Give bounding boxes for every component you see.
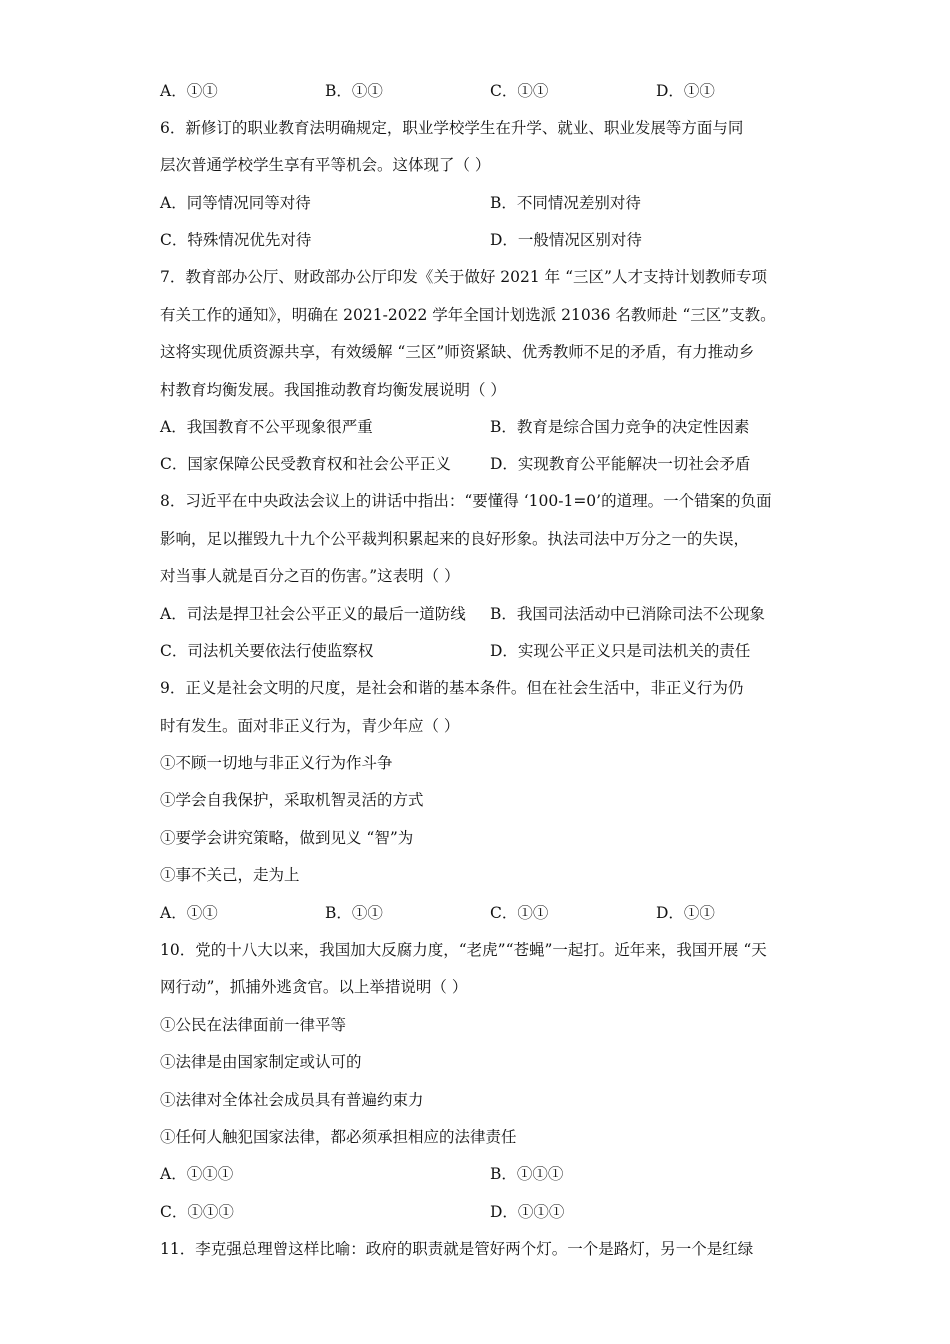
q7-stem-line-4: 村教育均衡发展。我国推动教育均衡发展说明（ ）: [160, 381, 506, 399]
q10-item-4: ①任何人触犯国家法律，都必须承担相应的法律责任: [160, 1128, 517, 1146]
q8-stem-line-2: 影响，足以摧毁九十九个公平裁判积累起来的良好形象。执法司法中万分之一的失误，: [160, 530, 750, 548]
q11-stem-line-1: 11．李克强总理曾这样比喻：政府的职责就是管好两个灯。一个是路灯，另一个是红绿: [160, 1240, 754, 1258]
q6-option-a: A．同等情况同等对待: [160, 194, 311, 212]
q5-option-a: A．①①: [160, 82, 218, 100]
q9-stem-line-1: 9．正义是社会文明的尺度，是社会和谐的基本条件。但在社会生活中，非正义行为仍: [160, 679, 744, 697]
q10-item-3: ①法律对全体社会成员具有普遍约束力: [160, 1091, 424, 1109]
q8-stem-line-3: 对当事人就是百分之百的伤害。”这表明（ ）: [160, 567, 460, 585]
q7-option-d: D．实现教育公平能解决一切社会矛盾: [490, 455, 751, 473]
q10-option-a: A．①①①: [160, 1165, 234, 1183]
q9-option-b: B．①①: [325, 904, 383, 922]
q10-item-2: ①法律是由国家制定或认可的: [160, 1053, 362, 1071]
q7-stem-line-3: 这将实现优质资源共享，有效缓解 “三区”师资紧缺、优秀教师不足的矛盾，有力推动乡: [160, 343, 755, 361]
q10-option-b: B．①①①: [490, 1165, 564, 1183]
q9-option-a: A．①①: [160, 904, 218, 922]
q9-item-2: ①学会自我保护，采取机智灵活的方式: [160, 791, 424, 809]
q5-option-b: B．①①: [325, 82, 383, 100]
q10-option-d: D．①①①: [490, 1203, 565, 1221]
q6-stem-line-1: 6．新修订的职业教育法明确规定，职业学校学生在升学、就业、职业发展等方面与同: [160, 119, 744, 137]
q10-stem-line-2: 网行动”，抓捕外逃贪官。以上举措说明（ ）: [160, 978, 468, 996]
q9-option-d: D．①①: [656, 904, 715, 922]
q8-stem-line-1: 8．习近平在中央政法会议上的讲话中指出：“要懂得 ‘100-1=0’的道理。一个错案的负面: [160, 492, 772, 510]
q10-item-1: ①公民在法律面前一律平等: [160, 1016, 347, 1034]
q7-stem-line-2: 有关工作的通知》，明确在 2021-2022 学年全国计划选派 21036 名教师赴 “三区”支教。: [160, 306, 776, 324]
q10-option-c: C．①①①: [160, 1203, 234, 1221]
q5-option-c: C．①①: [490, 82, 549, 100]
q6-stem-line-2: 层次普通学校学生享有平等机会。这体现了（ ）: [160, 156, 491, 174]
q9-item-3: ①要学会讲究策略，做到见义 “智”为: [160, 829, 414, 847]
q7-option-c: C．国家保障公民受教育权和社会公平正义: [160, 455, 451, 473]
q8-option-b: B．我国司法活动中已消除司法不公现象: [490, 605, 765, 623]
q7-option-b: B．教育是综合国力竞争的决定性因素: [490, 418, 750, 436]
q10-stem-line-1: 10．党的十八大以来，我国加大反腐力度，“老虎”“苍蝇”一起打。近年来，我国开展 “天: [160, 941, 767, 959]
q6-option-d: D．一般情况区别对待: [490, 231, 642, 249]
q5-option-d: D．①①: [656, 82, 715, 100]
q6-option-b: B．不同情况差别对待: [490, 194, 641, 212]
q8-option-c: C．司法机关要依法行使监察权: [160, 642, 374, 660]
q9-item-4: ①事不关己，走为上: [160, 866, 300, 884]
q7-option-a: A．我国教育不公平现象很严重: [160, 418, 373, 436]
q9-item-1: ①不顾一切地与非正义行为作斗争: [160, 754, 393, 772]
q9-option-c: C．①①: [490, 904, 549, 922]
q8-option-a: A．司法是捍卫社会公平正义的最后一道防线: [160, 605, 466, 623]
q7-stem-line-1: 7．教育部办公厅、财政部办公厅印发《关于做好 2021 年 “三区”人才支持计划教师专项: [160, 268, 767, 286]
q8-option-d: D．实现公平正义只是司法机关的责任: [490, 642, 751, 660]
q6-option-c: C．特殊情况优先对待: [160, 231, 312, 249]
q9-stem-line-2: 时有发生。面对非正义行为，青少年应（ ）: [160, 717, 460, 735]
